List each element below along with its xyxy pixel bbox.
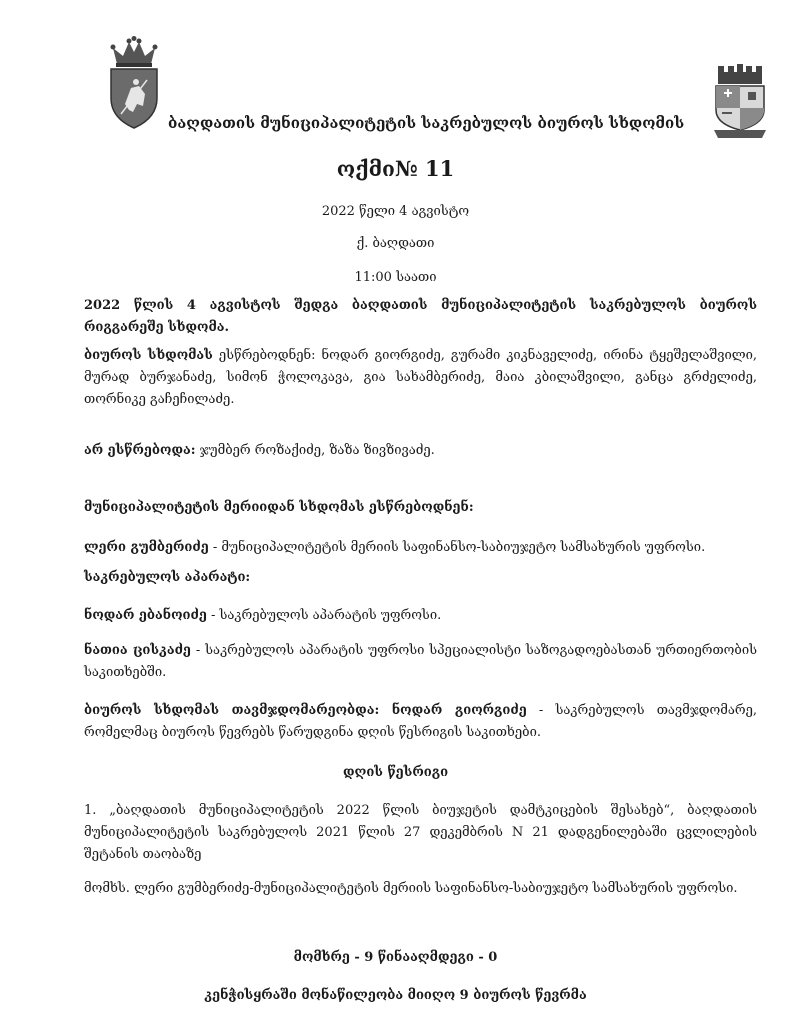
person-role: - მუნიციპალიტეტის მერიის საფინანსო-საბიუჯეტო სამსახურის უფროსი. bbox=[208, 540, 706, 555]
person-name: ნათია ცისკაძე bbox=[84, 643, 191, 658]
chair-paragraph bbox=[84, 700, 757, 744]
chair-name: ნოდარ გიორგიძე bbox=[379, 703, 527, 718]
mayor-office-heading: მუნიციპალიტეტის მერიიდან სხდომას ესწრებოდნენ: bbox=[84, 500, 474, 515]
absent-paragraph bbox=[84, 440, 757, 462]
mayor-office-person bbox=[84, 537, 757, 559]
attendees-label: ბიუროს სხდომას bbox=[84, 348, 213, 363]
vote-quorum: კენჭისყრაში მონაწილეობა მიიღო 9 ბიუროს წევრმა bbox=[204, 988, 587, 1003]
intro-paragraph: 2022 წლის 4 აგვისტოს შედგა ბაღდათის მუნიციპალიტეტის საკრებულოს ბიუროს რიგგარეშე სხდომა. bbox=[84, 298, 757, 335]
baghdati-emblem-icon bbox=[710, 64, 770, 140]
agenda-heading: დღის წესრიგი bbox=[342, 765, 449, 780]
council-apparatus-person-1 bbox=[84, 605, 757, 627]
council-apparatus-heading: საკრებულოს აპარატი: bbox=[84, 570, 251, 585]
absent-label: არ ესწრებოდა: bbox=[84, 443, 196, 458]
georgia-coat-of-arms-icon bbox=[103, 36, 165, 130]
protocol-date: 2022 წელი 4 აგვისტო bbox=[321, 204, 470, 219]
agenda-speaker: მომხს. ლერი გუმბერიძე-მუნიციპალიტეტის მერიის საფინანსო-საბიუჯეტო სამსახურის უფროსი. bbox=[84, 881, 738, 896]
person-name: ლერი გუმბერიძე bbox=[84, 540, 209, 555]
person-name: ნოდარ ებანოიძე bbox=[84, 608, 207, 623]
protocol-place: ქ. ბაღდათი bbox=[356, 236, 435, 251]
protocol-title: ოქმი№ 11 bbox=[336, 156, 455, 181]
person-role: - საკრებულოს აპარატის უფროსი. bbox=[206, 608, 442, 623]
council-apparatus-person-2 bbox=[84, 640, 757, 684]
header-title: ბაღდათის მუნიციპალიტეტის საკრებულოს ბიუროს სხდომის bbox=[168, 114, 685, 132]
chair-label: ბიუროს სხდომას თავმჯდომარეობდა: bbox=[84, 703, 380, 718]
person-role: - საკრებულოს აპარატის უფროსი სპეციალისტი საზოგადოებასთან ურთიერთობის საკითხებში. bbox=[84, 643, 757, 680]
protocol-time: 11:00 საათი bbox=[354, 270, 437, 285]
attendees-list: ესწრებოდნენ: ნოდარ გიორგიძე, გურამი კიკნაველიძე, ირინა ტყეშელაშვილი, მურად ბურჯანაძე, სიმონ ჭოლოკავა, გია სახამბერიძე, მაია კბილაშვილი, განცა გრძელიძე, თორნიკე გაჩეჩილაძე. bbox=[84, 348, 757, 407]
agenda-item-1: 1. „ბაღდათის მუნიციპალიტეტის 2022 წლის ბიუჯეტის დამტკიცების შესახებ“, ბაღდათის მუნიციპალიტეტის საკრებულოს 2021 წლის 27 დეკემბრის N 21 დადგენილებაში ცვლილების შეტანის თაობაზე bbox=[84, 803, 757, 862]
attendees-paragraph bbox=[84, 345, 757, 411]
chair-text: - საკრებულოს თავმჯდომარე, რომელმაც ბიუროს წევრებს წარუდგინა დღის წესრიგის საკითხები. bbox=[84, 703, 757, 740]
absent-list: ჯუმბერ როზაქიძე, ზაზა ზივზივაძე. bbox=[195, 443, 435, 458]
vote-result: მომხრე - 9 წინააღმდეგი - 0 bbox=[293, 950, 498, 965]
